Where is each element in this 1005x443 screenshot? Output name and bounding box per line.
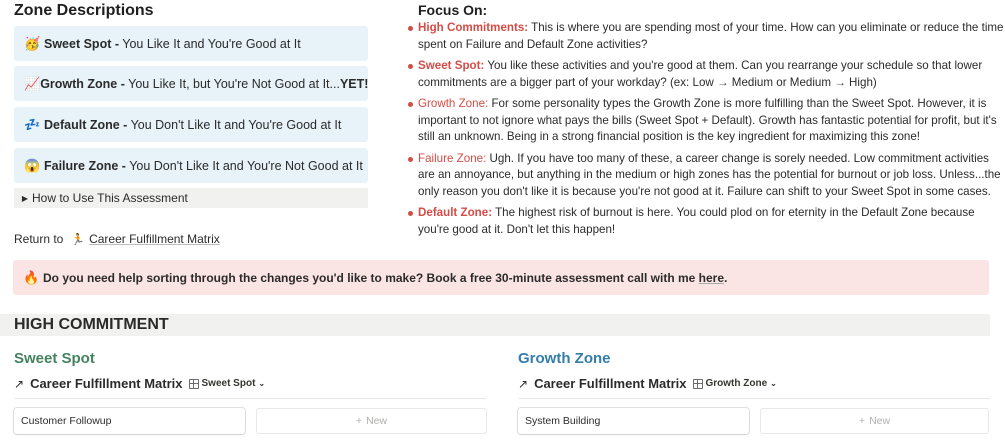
chart-increasing-icon: 📈 <box>24 75 41 91</box>
focus-text: Ugh. If you have too many of these, a career change is sorely needed. Low commitment activities are an annoyance, but anything in the medium or high zones has the potential for burnout or job loss. Unless...the only reason you don't like it is because you're not good at it. Failure can shift to your Sweet Spot in some cases. <box>418 151 1001 198</box>
zone-name: Failure Zone - <box>44 158 126 173</box>
high-commitment-heading: HIGH COMMITMENT <box>0 314 990 336</box>
arrow-up-right-icon: ↗ <box>518 376 529 391</box>
party-face-icon: 🥳 <box>24 35 41 51</box>
toggle-label: How to Use This Assessment <box>32 191 188 205</box>
fire-icon: 🔥 <box>23 269 40 285</box>
divider <box>14 398 486 399</box>
new-label: New <box>869 415 891 427</box>
sweet-spot-db-header <box>14 376 265 391</box>
view-selector[interactable] <box>189 378 266 389</box>
board-card[interactable]: Customer Followup <box>14 408 245 434</box>
db-title[interactable]: Career Fulfillment Matrix <box>30 376 183 391</box>
focus-item-high-commitments <box>418 20 1005 53</box>
growth-zone-db-header <box>518 376 777 391</box>
new-card-button[interactable] <box>256 408 487 434</box>
zone-desc: You Like It, but You're Not Good at It... <box>124 76 340 91</box>
career-matrix-link[interactable]: Career Fulfillment Matrix <box>89 232 220 246</box>
zone-card-sweet-spot[interactable] <box>14 26 368 61</box>
view-label: Sweet Spot <box>201 378 256 389</box>
help-callout <box>13 260 989 295</box>
book-call-link[interactable]: here <box>698 270 725 285</box>
plus-icon: + <box>355 415 363 427</box>
focus-text: For some personality types the Growth Zone is more fulfilling than the Sweet Spot. However, it is important to not ignore what pays the bills (Sweet Spot + Default). Growth has fantastic potential for profit, but it's still an unknown. Being in a strong financial position is the key ingredient for maximizing this zone! <box>418 97 997 143</box>
plus-icon: + <box>858 415 866 427</box>
board-view-icon <box>189 379 199 389</box>
focus-list <box>404 20 1005 243</box>
focus-text: The highest risk of burnout is here. You could plod on for eternity in the Default Zone because you're good at it. Don't let this happen! <box>418 206 975 236</box>
return-row <box>14 232 220 246</box>
running-person-icon: 🏃 <box>71 233 86 246</box>
focus-on-heading: Focus On: <box>418 2 488 18</box>
triangle-right-icon[interactable]: ▶ <box>21 193 29 203</box>
new-card-button[interactable] <box>760 408 989 434</box>
how-to-use-toggle[interactable] <box>14 188 368 208</box>
zone-descriptions-heading: Zone Descriptions <box>14 2 154 19</box>
zzz-icon: 💤 <box>24 116 41 132</box>
db-title[interactable]: Career Fulfillment Matrix <box>534 376 687 391</box>
zone-name: Growth Zone - <box>40 76 125 91</box>
arrow-up-right-icon: ↗ <box>14 376 25 391</box>
return-label: Return to <box>14 232 64 246</box>
focus-item-growth-zone <box>418 96 1005 146</box>
focus-key: Sweet Spot: <box>418 59 485 72</box>
zone-card-failure-zone[interactable] <box>14 148 368 183</box>
focus-key: Default Zone: <box>418 206 493 219</box>
zone-desc: You Like It and You're Good at It <box>119 36 301 51</box>
focus-text: You like these activities and you're good at them. Can you rearrange your schedule so that lower commitments are a bigger part of your workday? (ex: Low → Medium or Medium → High) <box>418 59 983 89</box>
focus-item-sweet-spot <box>418 58 1005 91</box>
board-view-icon <box>693 379 703 389</box>
callout-end: . <box>724 270 728 285</box>
focus-item-failure-zone <box>418 151 1005 201</box>
zone-card-default-zone[interactable] <box>14 107 368 142</box>
focus-key: High Commitments: <box>418 21 529 34</box>
scream-face-icon: 😱 <box>24 157 41 173</box>
focus-key: Failure Zone: <box>418 151 487 165</box>
view-selector[interactable] <box>693 378 777 389</box>
focus-item-default-zone <box>418 205 1005 238</box>
zone-name: Default Zone - <box>44 117 128 132</box>
board-card[interactable]: System Building <box>518 408 749 434</box>
zone-desc: You Don't Like It and You're Not Good at It <box>125 158 363 173</box>
sweet-spot-title: Sweet Spot <box>14 350 95 367</box>
zone-card-growth-zone[interactable] <box>14 66 368 101</box>
chevron-down-icon: ⌄ <box>258 379 266 388</box>
zone-name: Sweet Spot - <box>44 36 120 51</box>
new-label: New <box>366 415 388 427</box>
view-label: Growth Zone <box>705 378 768 389</box>
focus-key: Growth Zone: <box>418 97 489 110</box>
chevron-down-icon: ⌄ <box>770 379 777 388</box>
zone-desc: You Don't Like It and You're Good at It <box>127 117 342 132</box>
focus-text: This is where you are spending most of your time. How can you eliminate or reduce the time spent on Failure and Default Zone activities? <box>418 21 1004 51</box>
zone-suffix: YET! <box>339 76 369 91</box>
divider <box>518 398 990 399</box>
callout-text: Do you need help sorting through the changes you'd like to make? Book a free 30-minute assessment call with me <box>43 270 699 285</box>
growth-zone-title: Growth Zone <box>518 350 611 367</box>
